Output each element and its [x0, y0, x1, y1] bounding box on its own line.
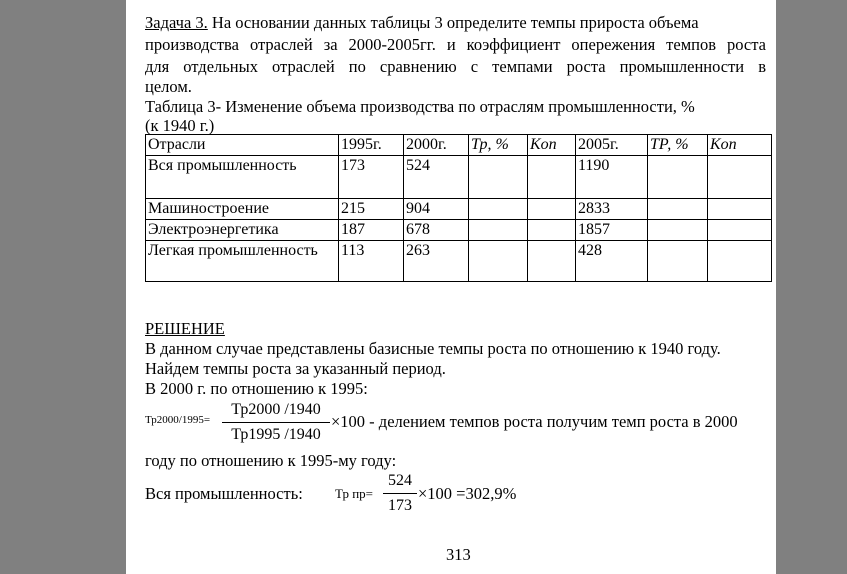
task-line-4: целом.: [145, 77, 192, 96]
task-text-1: На основании данных таблицы 3 определите темпы прироста объема: [211, 13, 699, 32]
table-cell: 524: [404, 156, 469, 199]
formula1-tail: ×100 - делением темпов роста получим темп роста в 2000: [331, 412, 738, 431]
table-cell: [708, 199, 772, 220]
formula2-lhs: Тр пр=: [335, 486, 373, 501]
header-cell: Тр, %: [469, 135, 528, 156]
table-cell: [528, 156, 576, 199]
table-cell: [648, 241, 708, 282]
formula2-tail: ×100 =302,9%: [418, 484, 517, 503]
table-cell: 215: [339, 199, 404, 220]
formula2-numerator: 524: [388, 472, 412, 489]
table-cell: Машиностроение: [146, 199, 339, 220]
table-cell: 904: [404, 199, 469, 220]
page-number: 313: [446, 545, 471, 564]
table-header-row: [146, 135, 772, 156]
table-cell: 1857: [576, 220, 648, 241]
formula1-fraction-bar: [222, 422, 330, 423]
header-cell: 2000г.: [404, 135, 469, 156]
table-cell: Электроэнергетика: [146, 220, 339, 241]
solution-heading: РЕШЕНИЕ: [145, 319, 225, 338]
table-cell: [469, 199, 528, 220]
formula2-denominator: 173: [388, 497, 412, 514]
table-cell: 113: [339, 241, 404, 282]
task-line-3: для отдельных отраслей по сравнению с темпами роста промышленности в: [145, 57, 766, 76]
table-cell: Легкая промышленность: [146, 241, 339, 282]
table-cell: [708, 220, 772, 241]
table-cell: 2833: [576, 199, 648, 220]
header-cell: Kоп: [708, 135, 772, 156]
table-cell: [469, 220, 528, 241]
table-caption-line-2: (к 1940 г.): [145, 116, 215, 135]
formula1-lhs: Тр2000/1995=: [145, 414, 211, 426]
table-cell: [469, 241, 528, 282]
table-cell: [528, 241, 576, 282]
header-cell: 1995г.: [339, 135, 404, 156]
table-cell: [469, 156, 528, 199]
table-cell: [528, 199, 576, 220]
task-line-1: [145, 13, 766, 33]
formula1-numerator: Тр2000 /1940: [231, 401, 321, 418]
formula2-fraction-bar: [383, 493, 417, 494]
table-cell: [528, 220, 576, 241]
table-row: [146, 156, 772, 199]
table-row: [146, 199, 772, 220]
solution-paragraph-1: В данном случае представлены базисные темпы роста по отношению к 1940 году.: [145, 339, 721, 358]
production-table: [145, 134, 772, 282]
table-caption-line-1: Таблица 3- Изменение объема производства по отраслям промышленности, %: [145, 97, 695, 116]
formula1-denominator: Тр1995 /1940: [231, 426, 321, 443]
table-cell: Вся промышленность: [146, 156, 339, 199]
table-cell: 678: [404, 220, 469, 241]
header-cell: Kоп: [528, 135, 576, 156]
table-cell: 428: [576, 241, 648, 282]
table-cell: [708, 241, 772, 282]
formula2-label: Вся промышленность:: [145, 484, 303, 503]
header-cell: ТР, %: [648, 135, 708, 156]
table-cell: 173: [339, 156, 404, 199]
task-label: Задача 3.: [145, 13, 208, 32]
solution-paragraph-3: В 2000 г. по отношению к 1995:: [145, 379, 368, 398]
table-cell: 187: [339, 220, 404, 241]
table-row: [146, 241, 772, 282]
table-cell: [648, 220, 708, 241]
table-cell: 263: [404, 241, 469, 282]
header-cell: Отрасли: [146, 135, 339, 156]
table-cell: 1190: [576, 156, 648, 199]
solution-paragraph-2: Найдем темпы роста за указанный период.: [145, 359, 446, 378]
table-row: [146, 220, 772, 241]
table-cell: [708, 156, 772, 199]
table-cell: [648, 156, 708, 199]
header-cell: 2005г.: [576, 135, 648, 156]
task-line-2: производства отраслей за 2000-2005гг. и коэффициент опережения темпов роста: [145, 35, 766, 54]
table-cell: [648, 199, 708, 220]
solution-paragraph-4: году по отношению к 1995-му году:: [145, 451, 397, 470]
